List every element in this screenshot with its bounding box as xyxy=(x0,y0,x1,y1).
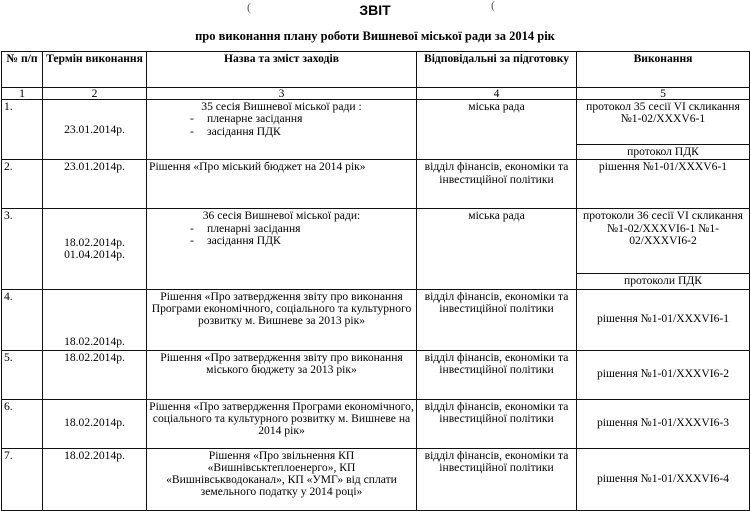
row-name-text: 35 сесія Вишневої міської ради : xyxy=(201,100,362,113)
row-responsible: відділ фінансів, економіки та інвестиційної політики xyxy=(417,448,577,510)
report-subtitle: про виконання плану роботи Вишневої міської ради за 2014 рік xyxy=(195,29,555,43)
row-date: 23.01.2014р. xyxy=(43,160,147,209)
row-responsible: міська рада xyxy=(417,100,577,160)
col-number: 5 xyxy=(577,88,750,100)
col-number: 3 xyxy=(147,88,417,100)
row-name xyxy=(147,100,417,160)
row-name: Рішення «Про затвердження звіту про виконання Програми економічного, соціального та культурного розвитку м. Вишневе за 2013 рік» xyxy=(147,289,417,350)
row-items xyxy=(149,223,414,248)
row-result xyxy=(577,100,750,160)
row-items xyxy=(149,113,414,138)
row-responsible: відділ фінансів, економіки та інвестиційної політики xyxy=(417,350,577,399)
column-number-row xyxy=(2,88,750,100)
col-header-num: № п/п xyxy=(2,52,43,88)
row-date: 18.02.2014р. xyxy=(43,350,147,399)
row-result: рішення №1-01/XXXVІ6-1 xyxy=(577,289,750,350)
row-result xyxy=(577,209,750,289)
col-number: 2 xyxy=(43,88,147,100)
row-date: 18.02.2014р. 01.04.2014р. xyxy=(43,209,147,289)
row-result-protocol: протоколи 36 сесії VІ скликання №1-02/XXXVІ6-1 №1-02/XXXVІ6-2 xyxy=(577,209,749,274)
table-row xyxy=(2,399,750,448)
row-num: 5. xyxy=(2,350,43,399)
row-responsible: відділ фінансів, економіки та інвестиційної політики xyxy=(417,289,577,350)
report-title: ЗВІТ xyxy=(359,2,391,18)
row-responsible: відділ фінансів, економіки та інвестиційної політики xyxy=(417,160,577,209)
list-item: - пленарні засідання xyxy=(149,223,414,235)
row-num: 2. xyxy=(2,160,43,209)
row-num: 1. xyxy=(2,100,43,160)
row-name-text: 36 сесія Вишневої міської ради: xyxy=(202,209,361,223)
row-responsible: відділ фінансів, економіки та інвестиційної політики xyxy=(417,399,577,448)
row-name: Рішення «Про затвердження Програми економічного, соціального та культурного розвитку м. Вишневе на 2014 рік» xyxy=(147,399,417,448)
row-result: рішення №1-01/XXXVІ6-2 xyxy=(577,350,750,399)
list-item: - пленарне засідання xyxy=(149,113,414,125)
row-num: 3. xyxy=(2,209,43,289)
row-num: 7. xyxy=(2,448,43,510)
col-header-result: Виконання xyxy=(577,52,750,88)
row-responsible: міська рада xyxy=(417,209,577,289)
row-result: рішення №1-01/XXXVІ6-3 xyxy=(577,399,750,448)
table-row xyxy=(2,209,750,289)
row-name: Рішення «Про затвердження звіту про виконання міського бюджету за 2013 рік» xyxy=(147,350,417,399)
list-item: - засідання ПДК xyxy=(149,235,414,247)
row-date: 18.02.2014р. xyxy=(43,448,147,510)
row-date: 23.01.2014р. xyxy=(43,100,147,160)
col-header-name: Назва та зміст заходів xyxy=(147,52,417,88)
col-header-responsible: Відповідальні за підготовку xyxy=(417,52,577,88)
col-number: 4 xyxy=(417,88,577,100)
header-row xyxy=(2,52,750,88)
row-name xyxy=(147,209,417,289)
scan-mark: ( xyxy=(247,0,251,14)
row-result-pdk: протокол ПДК xyxy=(627,145,699,158)
table-row xyxy=(2,289,750,350)
scan-mark: ( xyxy=(491,0,495,12)
row-result-protocol: протокол 35 сесії VІ скликання №1-02/XXXV6-1 xyxy=(577,100,749,145)
plan-table xyxy=(1,51,750,511)
list-item: - засідання ПДК xyxy=(149,126,414,138)
row-name: Рішення «Про міський бюджет на 2014 рік» xyxy=(147,160,417,209)
col-header-date: Термін виконання xyxy=(43,52,147,88)
row-date: 18.02.2014р. xyxy=(43,399,147,448)
row-num: 6. xyxy=(2,399,43,448)
row-result: рішення №1-01/XXXVІ6-4 xyxy=(577,448,750,510)
row-name: Рішення «Про звільнення КП «Вишнівськтеплоенерго», КП «Вишнівськводоканал», КП «УМГ» від сплати земельного податку у 2014 році» xyxy=(147,448,417,510)
row-result-pdk: протоколи ПДК xyxy=(624,274,702,288)
table-row xyxy=(2,160,750,209)
row-result: рішення №1-01/XXXV6-1 xyxy=(577,160,750,209)
table-row xyxy=(2,350,750,399)
table-row xyxy=(2,100,750,160)
table-row xyxy=(2,448,750,510)
row-date: 18.02.2014р. xyxy=(43,289,147,350)
row-num: 4. xyxy=(2,289,43,350)
col-number: 1 xyxy=(2,88,43,100)
